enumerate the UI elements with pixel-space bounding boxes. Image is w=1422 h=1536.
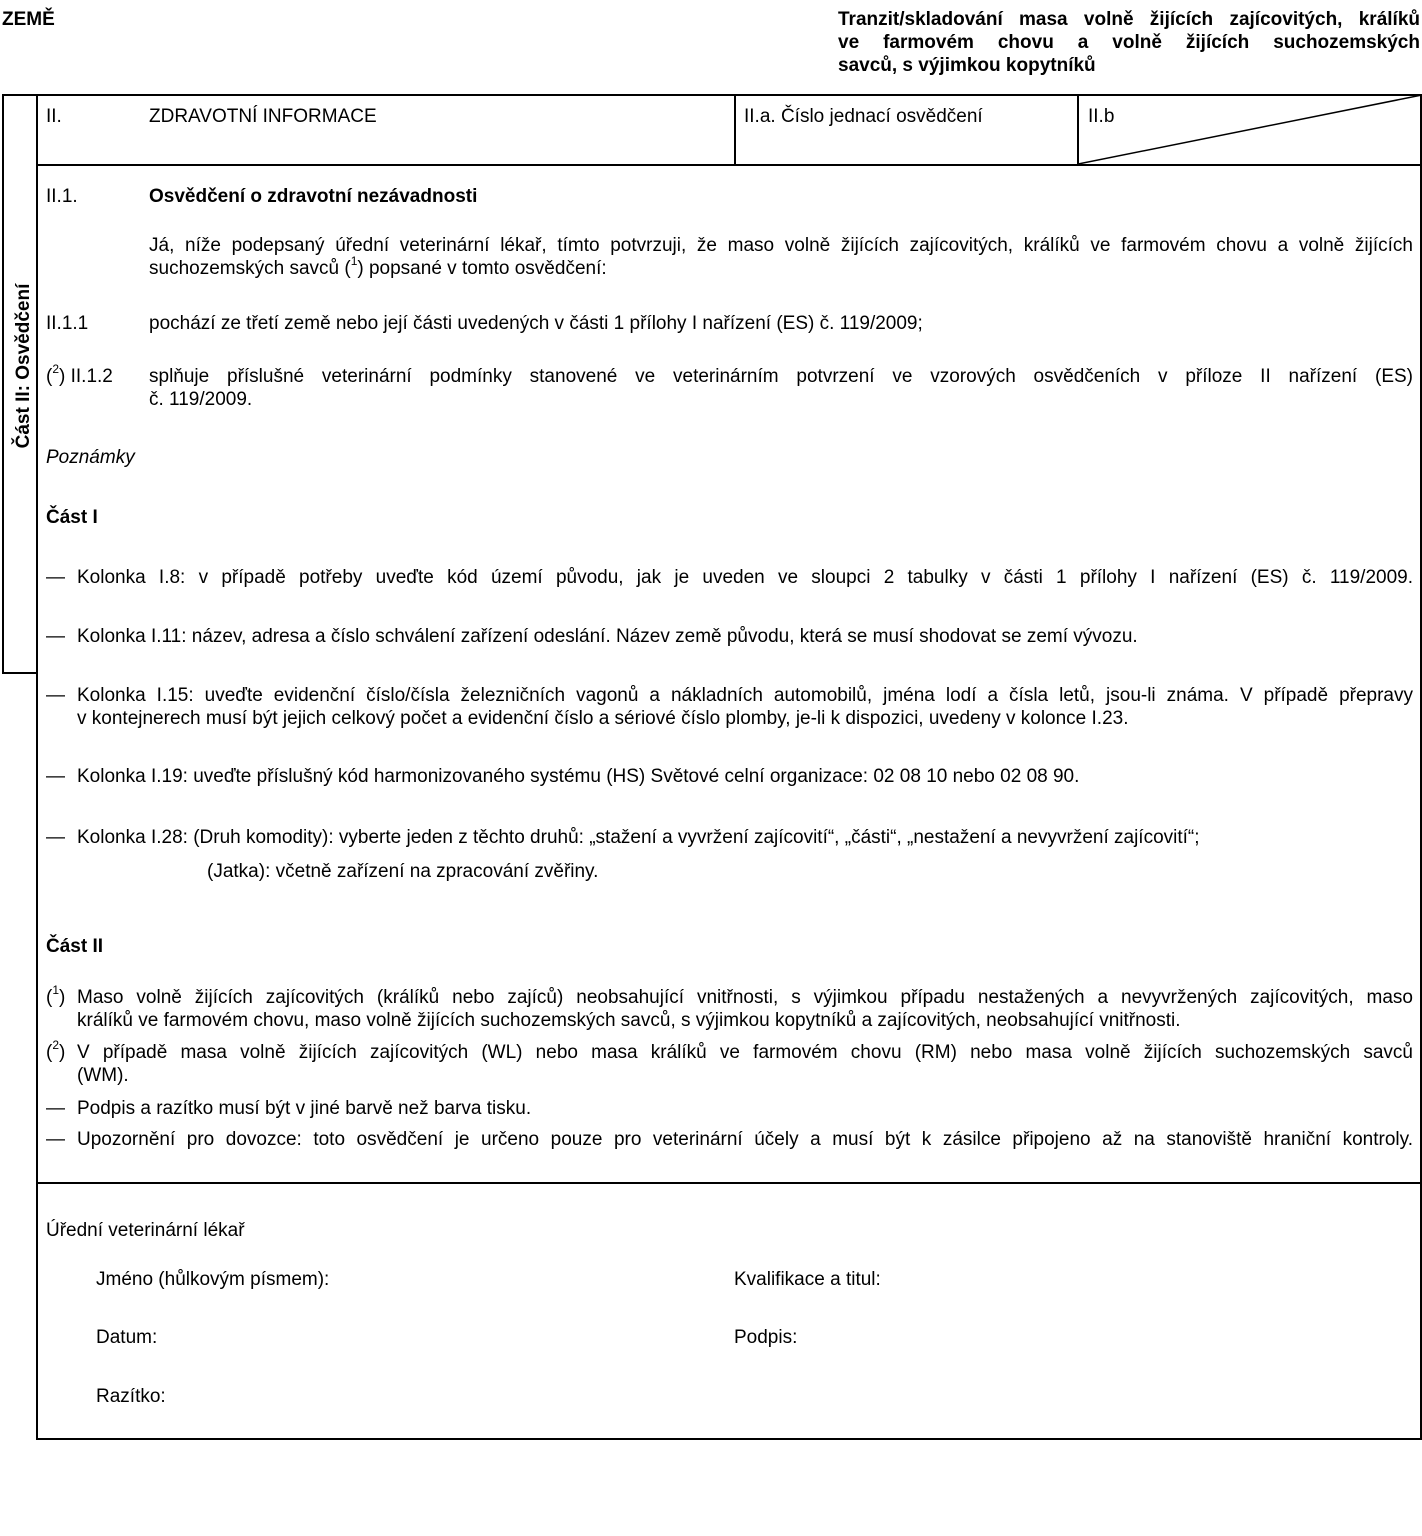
iib-diagonal xyxy=(1078,95,1422,165)
footnote-ref: 1 xyxy=(350,253,358,268)
footnote-line: V případě masa volně žijících zajícovitých (WL) nebo masa králíků ve farmovém chovu (RM) nebo masa volně žijících suchozemských savců xyxy=(77,1042,1413,1063)
footnote-marker: ($^2$) xyxy=(46,1037,66,1063)
cert-heading: Osvědčení o zdravotní nezávadnosti xyxy=(149,186,478,207)
stamp-label: Razítko: xyxy=(96,1386,166,1407)
footnote-line: Maso volně žijících zajícovitých (králíků nebo zajíců) neobsahující vnitřnosti, s výjimkou případu nestažených a nevyvržených zajícovitých, maso xyxy=(77,987,1413,1008)
title-line: ve farmovém chovu a volně žijících suchozemských xyxy=(838,32,1420,53)
cert-intro-line: Já, níže podepsaný úřední veterinární lékař, tímto potvrzuji, že maso volně žijících zajícovitých, králíků ve farmovém chovu a volně žijících xyxy=(149,235,1413,256)
note-line: Kolonka I.19: uveďte příslušný kód harmonizovaného systému (HS) Světové celní organizace: 02 08 10 nebo 02 08 90. xyxy=(77,766,1080,787)
signature-divider xyxy=(36,1182,1422,1184)
certificate-title xyxy=(838,8,1420,77)
item-prefix: ( xyxy=(46,366,53,387)
dash: — xyxy=(46,1129,65,1150)
footnote-ref: 1 xyxy=(52,982,60,997)
footnote-ref: 2 xyxy=(52,361,60,376)
footnote-line: (WM). xyxy=(77,1065,129,1086)
cert-number: II.1. xyxy=(46,186,78,207)
dash: — xyxy=(46,626,65,647)
note-line: v kontejnerech musí být jejich celkový počet a evidenční číslo a sériové číslo plomby, je-li k dispozici, uvedeny v kolonce I.23. xyxy=(77,708,1129,729)
section-title: ZDRAVOTNÍ INFORMACE xyxy=(149,106,377,127)
note-line: Upozornění pro dovozce: toto osvědčení je určeno pouze pro veterinární účely a musí být k zásilce připojeno až na stanoviště hraniční kontroly. xyxy=(77,1129,1413,1150)
title-line: savců, s výjimkou kopytníků xyxy=(838,55,1096,76)
item-number: II.1.1 xyxy=(46,313,89,334)
reference-number-label: II.a. Číslo jednací osvědčení xyxy=(744,106,983,127)
item-text-line: č. 119/2009. xyxy=(149,389,253,410)
country-label: ZEMĚ xyxy=(2,9,55,30)
officer-label: Úřední veterinární lékař xyxy=(46,1220,245,1241)
part2-title: Část II xyxy=(46,936,104,957)
title-line: Tranzit/skladování masa volně žijících zajícovitých, králíků xyxy=(838,9,1420,30)
side-label: Část II: Osvědčení xyxy=(13,283,34,449)
item-text: pochází ze třetí země nebo její části uvedených v části 1 přílohy I nařízení (ES) č. 119/2009; xyxy=(149,313,923,334)
item-text-line: splňuje příslušné veterinární podmínky stanovené ve veterinárním potvrzení ve vzorových osvědčeních v příloze II nařízení (ES) xyxy=(149,366,1413,387)
note-line: Kolonka I.28: (Druh komodity): vyberte jeden z těchto druhů: „stažení a vyvržení zajícovití“, „části“, „nestažení a nevyvržení zajícovití“; xyxy=(77,827,1200,848)
dash: — xyxy=(46,567,65,588)
item-number xyxy=(46,361,113,388)
dash: — xyxy=(46,827,65,848)
date-label: Datum: xyxy=(96,1327,158,1348)
footnote-line: králíků ve farmovém chovu, maso volně žijících suchozemských savců, s výjimkou kopytníků a zajícovitých, neobsahující vnitřnosti. xyxy=(77,1010,1181,1031)
dash: — xyxy=(46,1098,65,1119)
signature-label: Podpis: xyxy=(734,1327,798,1348)
header-col-divider xyxy=(734,94,736,165)
intro-text: ) popsané v tomto osvědčení: xyxy=(357,258,607,279)
footnote-ref: 2 xyxy=(52,1037,60,1052)
note-line: Kolonka I.11: název, adresa a číslo schválení zařízení odeslání. Název země původu, která se musí shodovat se zemí vývozu. xyxy=(77,626,1138,647)
side-tab xyxy=(2,94,36,674)
cert-intro-line xyxy=(149,253,1413,280)
note-line: Podpis a razítko musí být v jiné barvě než barva tisku. xyxy=(77,1098,532,1119)
item-prefix: ) II.1.2 xyxy=(59,366,113,387)
section-number: II. xyxy=(46,106,62,127)
iib-label: II.b xyxy=(1088,106,1115,127)
intro-text: suchozemských savců ( xyxy=(149,258,351,279)
note-line: Kolonka I.8: v případě potřeby uveďte kód území původu, jak je uveden ve sloupci 2 tabulky v části 1 přílohy I nařízení (ES) č. 119/2009. xyxy=(77,567,1413,588)
footnote-marker: ($^1$) xyxy=(46,982,66,1008)
part1-title: Část I xyxy=(46,507,98,528)
notes-title: Poznámky xyxy=(46,447,135,468)
name-label: Jméno (hůlkovým písmem): xyxy=(96,1269,330,1290)
note-line: (Jatka): včetně zařízení na zpracování zvěřiny. xyxy=(207,861,599,882)
qualification-label: Kvalifikace a titul: xyxy=(734,1269,881,1290)
note-line: Kolonka I.15: uveďte evidenční číslo/čísla železničních vagonů a nákladních automobilů, jména lodí a čísla letů, jsou-li známa. V případě přepravy xyxy=(77,685,1413,706)
dash: — xyxy=(46,685,65,706)
dash: — xyxy=(46,766,65,787)
